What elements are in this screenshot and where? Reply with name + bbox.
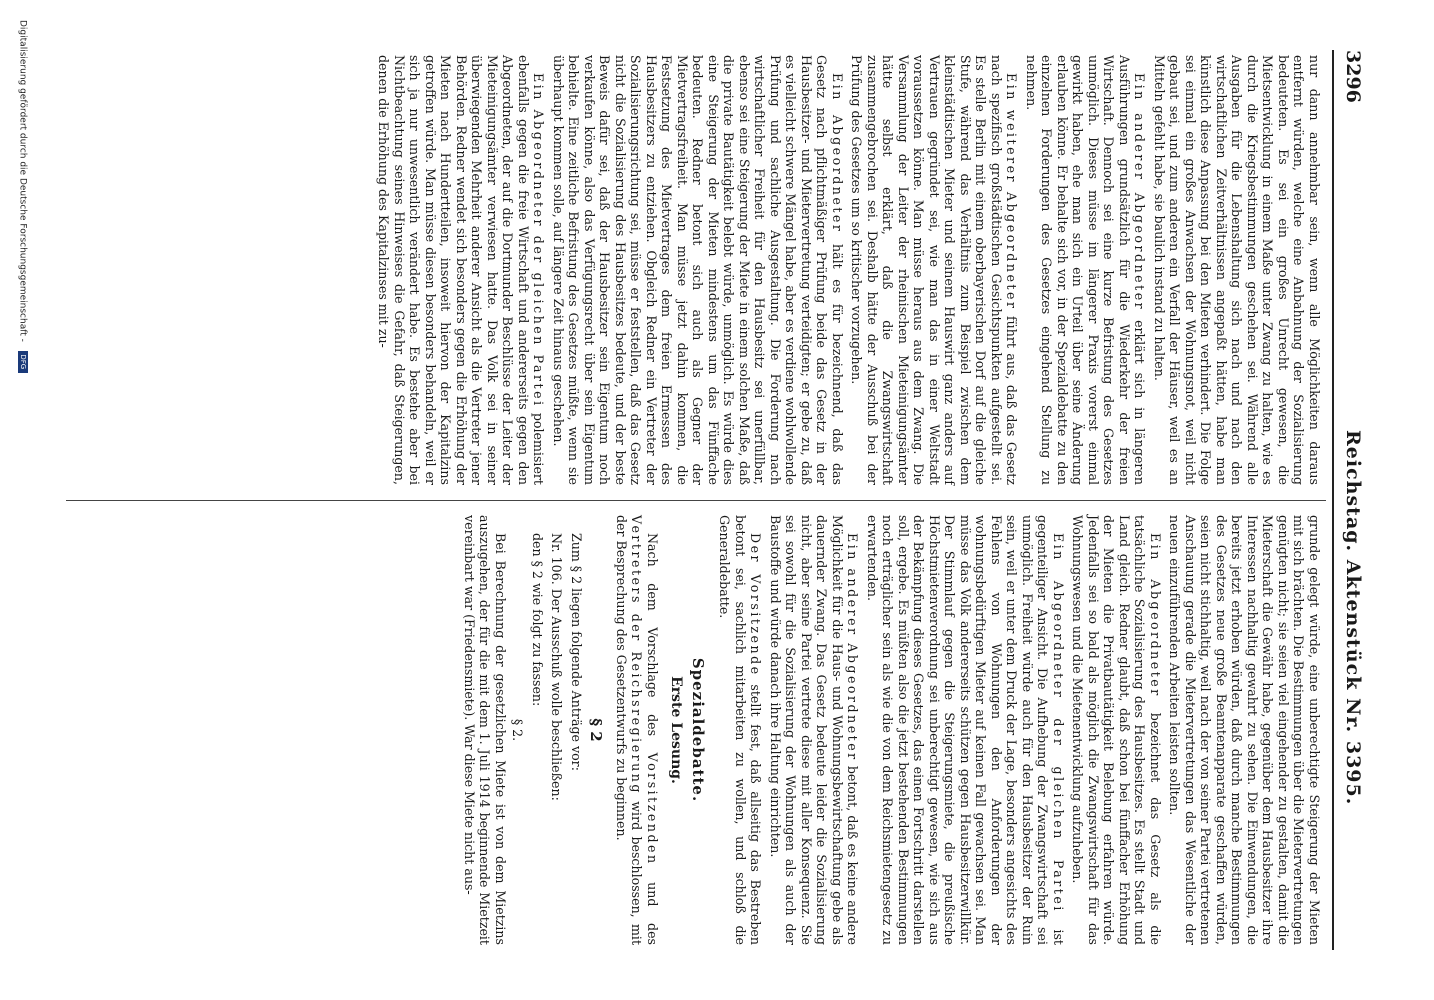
- speaker-lead: Ein Abgeordneter der gleichen Partei: [531, 73, 547, 408]
- page-header: [1340, 50, 1370, 950]
- paragraph-text: führt aus, daß das Gesetz nach spezifisch großstädtischen Gesichtspunkten aufgestellt sei. Es stelle Berlin mit einem oberbayerischen Dorf auf die gleiche Stufe, während das Verhältnis zum Beispiel zwischen dem kleinstädtischen Mieter und seinem Hauswirt ganz anders auf Vertrauen gegründet sei, wie man das in einer Weltstadt voraussetzen könne. Man müsse heraus aus dem Zwang. Die Versammlung der Leiter der rheinischen Mieteinigungsämter hätte selbst erklärt, daß die Zwangswirtschaft zusammengebrochen sei. Deshalb hätte der Ausschuß bei der Prüfung des Gesetzes um so kritischer vorzugehen.: [849, 55, 1020, 485]
- speaker-lead: Vorsitzenden: [645, 752, 660, 866]
- header-rule: [1332, 50, 1334, 950]
- paragraph: [768, 515, 861, 945]
- paragraph: [614, 515, 661, 945]
- speaker-lead: Ein Abgeordneter: [1148, 533, 1163, 698]
- page-number: 3296: [1342, 50, 1364, 103]
- paragraph: Nr. 106. Der Ausschuß wolle beschließen:: [549, 533, 565, 801]
- paragraph-text: hält es für bezeichnend, daß das Gesetz nach pflichtmäßiger Prüfung beide das Gesetz in der Hausbesitzer- und Mietervertretung verteidigten; er gebe zu, daß es vielleicht schwere Mängel habe, aber es verdiene wohlwollende Prüfung und sachliche Ausgestaltung. Die Forderung nach wirtschaftlicher Freiheit für den Hausbesitz sei unerfüllbar, ebenso sei eine Steigerung der Miete in einem solchen Maße, daß die private Bautätigkeit belebt würde, unmöglich. Es würde dies eine Steigerung der Mieten mindestens um das Fünffache bedeuten. Redner betont sich auch als Gegner der Mietvertragsfreiheit. Man müsse jetzt dahin kommen, die Festsetzung des Mietvertrages dem freien Ermessen des Hausbesitzers zu entziehen. Obgleich Redner ein Vertreter der Sozialisierungsrichtung sei, müsse er feststellen, daß das Gesetz nicht die Sozialisierung des Hausbesitzes bedeute, und der beste Beweis dafür sei, daß der Hausbesitzer sein Eigentum noch verkaufen könne, also das Verfügungsrecht über sein Eigentum behielte. Eine zeitliche Befristung des Gesetzes müßte, wenn sie überhaupt kommen solle, auf längere Zeit hinaus geschehen.: [551, 55, 845, 485]
- credit-text: Digitalisierung gefördert durch die Deutsche Forschungsgemeinschaft -: [17, 20, 28, 342]
- paragraph: [376, 55, 547, 485]
- paragraph: [1024, 55, 1148, 485]
- document-title: Reichstag. Aktenstück Nr. 3395.: [1342, 430, 1364, 806]
- speaker-lead: Ein Abgeordneter: [830, 73, 845, 234]
- paragraph-mark: § 2: [587, 718, 606, 742]
- paragraph-text: bezeichnet das Gesetz als die tatsächliche Sozialisierung des Hausbesitzes. Es stellt Stadt und Land gleich. Redner glaubt, daß schon bei fünffacher Erhöhung der Mieten die Privatbautätigkeit Belebung erfahren würde. Jedenfalls sei so bald als möglich die Zwangswirtschaft für das Wohnungswesen und die Mietenentwicklung aufzuheben.: [1070, 515, 1163, 945]
- paragraph: [865, 515, 1067, 945]
- paragraph-text: erklärt sich in längeren Ausführungen grundsätzlich für die Wiederkehr der freien Wirtschaft. Dennoch sei eine kurze Befristung des Gesetzes unmöglich. Dieses müsse im längerer Praxis vorerst einmal gewirkt haben, ehe man sich ein Urteil über seine Änderung erlauben könne. Er behalte sich vor, in der Spezialdebatte zu den einzelnen Forderungen des Gesetzes eingehend Stellung zu nehmen.: [1024, 55, 1148, 485]
- paragraph-text: polemisiert ebenfalls gegen die freie Wirtschaft und andererseits gegen den Abgeordneten, der auf die Dortmunder Beschlüsse der Leiter der Mieteinigungsämter verwiesen hatte. Das Volk sei in seiner überwiegenden Mehrheit anderer Ansicht als die Vertreter jener Behörden. Redner wendet sich besonders gegen die Erhöhung der Mieten nach Hundertteilen, insoweit hiervon der Kapitalzins getroffen würde. Man müsse diesen besonders behandeln, weil er sich ja nur unwesentlich verändert habe. Es bestehe aber bei Nichtbeachtung seines Hinweises die Gefahr, daß Steigerungen, denen die Erhöhung des Kapitalzinses mit zu-: [376, 55, 547, 485]
- speaker-lead: Ein Abgeordneter der gleichen Partei: [1051, 533, 1066, 913]
- paragraph: [1070, 515, 1163, 945]
- speaker-lead: Ein anderer Abgeordneter: [845, 533, 861, 762]
- speaker-lead: Der Vorsitzende: [748, 533, 764, 677]
- paragraph-mark-small: § 2.: [510, 718, 526, 742]
- paragraph: [717, 515, 764, 945]
- paragraph-text: wird beschlossen, mit der Besprechung des Gesetzentwurfs zu beginnen.: [614, 515, 645, 945]
- dfg-logo-icon: DFG: [18, 351, 28, 373]
- paragraph-text: ist gegenteiliger Ansicht. Die Aufhebung der Zwangswirtschaft sei unmöglich. Freiheit würde auch für den Hausbesitzer der Ruin sein, weil er unter dem Druck der Lage, besonders angesichts des Fehlens von Wohnungen den Anforderungen der wohnungsbedürftigen Mieter auf keinen Fall gewachsen sei. Man müsse das Volk andererseits schützen gegen Hausbesitzerwillkür. Der Stimmlauf gegen die Steigerungsmiete, die preußische Höchstmietenverordnung sei unberechtigt gewesen, wie sich aus der Bekämpfung dieses Gesetzes, das einen Fortschritt darstellen soll, ergebe. Es müßten also die jetzt bestehenden Bestimmungen noch erträglicher sein als wie die von dem Reichsmietengesetz zu erwartenden.: [865, 515, 1066, 945]
- subsection-heading: Erste Lesung.: [668, 676, 685, 784]
- paragraph: nur dann annehmbar sein, wenn alle Möglichkeiten daraus entfernt würden, welche eine Anbahnung der Sozialisierung bedeuteten. Es sei ein großes Unrecht gewesen, die Mietsentwicklung in einem Maße unter Zwang zu halten, wie es durch die Kriegsbestimmungen geschehen sei. Während alle Ausgaben für die Lebenshaltung sich nach und nach den wirtschaftlichen Zeitverhältnissen angepaßt hätten, habe man künstlich diese Anpassung bei den Mieten verhindert. Die Folge sei einmal ein großes Anwachsen der Wohnungsnot, weil nicht gebaut sei, und zum anderen ein Verfall der Häuser, weil es an Mitteln gefehlt habe, sie baulich instand zu halten.: [1152, 55, 1322, 485]
- paragraph-text: Nach dem Vorschlage des: [645, 533, 660, 737]
- left-column: [372, 55, 1322, 485]
- section-heading: Spezialdebatte.: [689, 657, 707, 803]
- paragraph: grunde gelegt würde, eine unberechtigte Steigerung der Mieten mit sich brächten. Die Bestimmungen über die Mietervertretungen genügten nicht; sie seien viel eingehender zu gestalten, damit die Mieterschaft die Gewähr habe, gegenüber dem Hausbesitzer ihre Interessen nachhaltig gewahrt zu sehen. Die Einwendungen, die bereits jetzt erhoben würden, daß durch manche Bestimmungen des Gesetzes neue große Beamtenapparate geschaffen würden, seien nicht stichhaltig, weil nach der von seiner Partei vertretenen Anschauung gerade die Mietervertretungen das Wesentliche der neuen einzuführenden Arbeiten leisten sollten.: [1167, 515, 1322, 945]
- digitization-credit: [18, 20, 29, 920]
- column-divider: [66, 500, 1326, 501]
- paragraph: [551, 55, 846, 485]
- paragraph: [849, 55, 1020, 485]
- paragraph: den § 2 wie folgt zu fassen:: [530, 533, 545, 707]
- speaker-lead: Ein anderer Abgeordneter: [1132, 73, 1148, 312]
- right-column: [458, 515, 1323, 945]
- speaker-lead: Vertreters der Reichsregierung: [629, 515, 645, 795]
- speaker-lead: Ein weiterer Abgeordneter: [1004, 73, 1020, 311]
- paragraph: Zum § 2 liegen folgende Anträge vor:: [569, 533, 584, 771]
- paragraph-text: stellt fest, daß allseitig das Bestreben betont sei, sachlich mitarbeiten zu wollen, und schloß die Generaldebatte.: [717, 515, 764, 945]
- paragraph-text: betont, daß es keine andere Möglichkeit für die Haus- und Wohnungsbewirtschaftung gebe als dauernder Zwang. Das Gesetz bedeute leider die Sozialisierung nicht, aber seine Partei vertrete diese mit aller Konsequenz. Sie sei sowohl für die Sozialisierung der Wohnungen als auch der Baustoffe und würde danach ihre Haltung einrichten.: [768, 515, 861, 945]
- paragraph-text: und des: [645, 882, 660, 945]
- paragraph: Bei Berechnung der gesetzlichen Miete ist von dem Mietzins auszugehen, der für die mit dem 1. Juli 1914 beginnende Mietzeit vereinbart war (Friedensmiete). War diese Miete nicht aus-: [462, 515, 508, 945]
